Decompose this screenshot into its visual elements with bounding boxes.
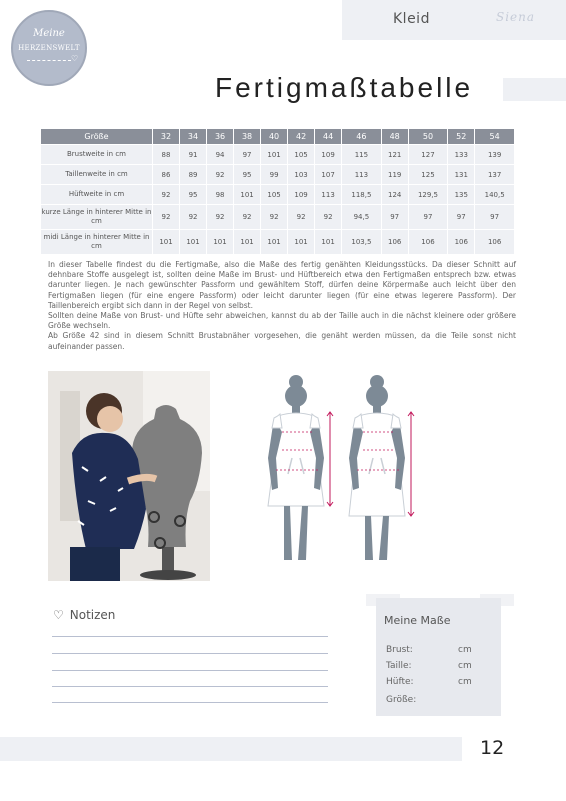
row-label: midi Länge in hinterer Mitte in cm — [41, 230, 153, 255]
measure-label: Taille: — [386, 661, 412, 671]
heart-icon: ♡ — [53, 608, 64, 622]
figure-midi-dress — [343, 370, 425, 570]
size-header: 52 — [448, 129, 475, 145]
table-cell: 118,5 — [342, 185, 382, 205]
table-cell: 94 — [207, 145, 234, 165]
logo-dashed-line — [27, 60, 71, 61]
table-cell: 124 — [381, 185, 408, 205]
table-cell: 91 — [180, 145, 207, 165]
table-cell: 95 — [234, 165, 261, 185]
page-title: Fertigmaßtabelle — [215, 72, 474, 103]
size-header: 48 — [381, 129, 408, 145]
table-cell: 113 — [342, 165, 382, 185]
table-cell: 86 — [153, 165, 180, 185]
table-header-label: Größe — [41, 129, 153, 145]
logo-heart-icon: ♡ — [71, 54, 79, 63]
table-cell: 107 — [315, 165, 342, 185]
notes-title: Notizen — [69, 608, 116, 622]
table-row — [41, 185, 515, 205]
size-header: 36 — [207, 129, 234, 145]
table-cell: 97 — [448, 205, 475, 230]
table-header-row — [41, 129, 515, 145]
table-cell: 88 — [153, 145, 180, 165]
table-cell: 125 — [408, 165, 448, 185]
table-cell: 101 — [153, 230, 180, 255]
table-cell: 101 — [234, 230, 261, 255]
measure-label: Größe: — [386, 695, 417, 705]
size-header: 34 — [180, 129, 207, 145]
table-cell: 92 — [315, 205, 342, 230]
size-header: 32 — [153, 129, 180, 145]
size-header: 46 — [342, 129, 382, 145]
table-cell: 97 — [234, 145, 261, 165]
my-measurements-card — [376, 598, 501, 716]
table-cell: 92 — [207, 165, 234, 185]
size-header: 40 — [261, 129, 288, 145]
table-row — [41, 145, 515, 165]
table-cell: 103 — [288, 165, 315, 185]
table-cell: 97 — [381, 205, 408, 230]
notes-heading — [53, 608, 115, 622]
table-cell: 99 — [261, 165, 288, 185]
measurements-title: Meine Maße — [384, 614, 451, 627]
table-cell: 109 — [315, 145, 342, 165]
table-cell: 131 — [448, 165, 475, 185]
logo-line1: Meine — [33, 28, 65, 39]
table-cell: 139 — [475, 145, 515, 165]
table-cell: 106 — [381, 230, 408, 255]
title-accent-bar — [503, 78, 566, 101]
table-cell: 92 — [153, 185, 180, 205]
measure-unit: cm — [458, 661, 472, 671]
row-label: Hüftweite in cm — [41, 185, 153, 205]
table-cell: 92 — [261, 205, 288, 230]
table-cell: 106 — [448, 230, 475, 255]
size-header: 54 — [475, 129, 515, 145]
table-cell: 105 — [288, 145, 315, 165]
table-cell: 135 — [448, 185, 475, 205]
measure-label: Hüfte: — [386, 677, 414, 687]
table-cell: 129,5 — [408, 185, 448, 205]
table-cell: 101 — [180, 230, 207, 255]
table-row — [41, 230, 515, 255]
note-line — [52, 636, 328, 637]
row-label: Taillenweite in cm — [41, 165, 153, 185]
row-label: Brustweite in cm — [41, 145, 153, 165]
paragraph: Sollten deine Maße von Brust- und Hüfte sehr abweichen, kannst du ab der Taille auch in die nächst kleinere oder größere Größe wechseln. — [48, 311, 516, 331]
measure-unit: cm — [458, 677, 472, 687]
body-text — [48, 260, 516, 352]
table-cell: 101 — [288, 230, 315, 255]
photo-woman-with-dress-form — [48, 371, 210, 581]
table-cell: 92 — [207, 205, 234, 230]
table-row — [41, 165, 515, 185]
table-cell: 92 — [180, 205, 207, 230]
logo-line2: HERZENSWELT — [18, 44, 80, 52]
table-cell: 95 — [180, 185, 207, 205]
table-cell: 101 — [315, 230, 342, 255]
page-number: 12 — [480, 737, 505, 759]
paragraph: In dieser Tabelle findest du die Fertigmaße, also die Maße des fertig genähten Kleidungsstücks. Da dieser Schnitt auf dehnbare Stoffe ausgelegt ist, sollten deine Maße im Brust- und Hüftbereich etwa den Fertigmaßen entsprech bzw. etwas darunter liegen. Je nach gewünschter Passform und gewähltem Stoff, dürfen deine Körpermaße auch leicht über den Fertigmaßen liegen (für eine engere Passform) oder leicht darunter liegen (für eine etwas legerere Passform). Der Taillenbereich ergibt sich dann in der Regel von selbst. — [48, 260, 516, 310]
row-label: kurze Länge in hinterer Mitte in cm — [41, 205, 153, 230]
size-header: 42 — [288, 129, 315, 145]
table-cell: 109 — [288, 185, 315, 205]
table-cell: 106 — [408, 230, 448, 255]
brand-logo — [11, 10, 87, 86]
table-cell: 121 — [381, 145, 408, 165]
table-cell: 101 — [234, 185, 261, 205]
paragraph: Ab Größe 42 sind in diesem Schnitt Brustabnäher vorgesehen, die genäht werden müssen, da die Teile sonst nicht aufeinander passen. — [48, 331, 516, 351]
size-table — [40, 128, 515, 255]
table-cell: 92 — [234, 205, 261, 230]
table-cell: 115 — [342, 145, 382, 165]
note-line — [52, 686, 328, 687]
table-cell: 92 — [153, 205, 180, 230]
measure-label: Brust: — [386, 645, 413, 655]
size-header: 44 — [315, 129, 342, 145]
table-cell: 98 — [207, 185, 234, 205]
note-line — [52, 670, 328, 671]
table-cell: 101 — [261, 230, 288, 255]
table-row — [41, 205, 515, 230]
table-cell: 127 — [408, 145, 448, 165]
table-cell: 105 — [261, 185, 288, 205]
table-cell: 89 — [180, 165, 207, 185]
table-cell: 137 — [475, 165, 515, 185]
size-header: 50 — [408, 129, 448, 145]
note-line — [52, 653, 328, 654]
table-cell: 113 — [315, 185, 342, 205]
figure-short-dress — [262, 370, 344, 570]
table-cell: 101 — [207, 230, 234, 255]
table-cell: 103,5 — [342, 230, 382, 255]
note-line — [52, 702, 328, 703]
table-cell: 97 — [408, 205, 448, 230]
table-cell: 119 — [381, 165, 408, 185]
table-cell: 101 — [261, 145, 288, 165]
table-cell: 97 — [475, 205, 515, 230]
footer-bar — [0, 737, 462, 761]
measure-unit: cm — [458, 645, 472, 655]
table-cell: 92 — [288, 205, 315, 230]
table-cell: 94,5 — [342, 205, 382, 230]
size-header: 38 — [234, 129, 261, 145]
table-cell: 140,5 — [475, 185, 515, 205]
table-cell: 106 — [475, 230, 515, 255]
pattern-name: Siena — [496, 10, 536, 24]
table-cell: 133 — [448, 145, 475, 165]
category-label: Kleid — [393, 11, 430, 27]
